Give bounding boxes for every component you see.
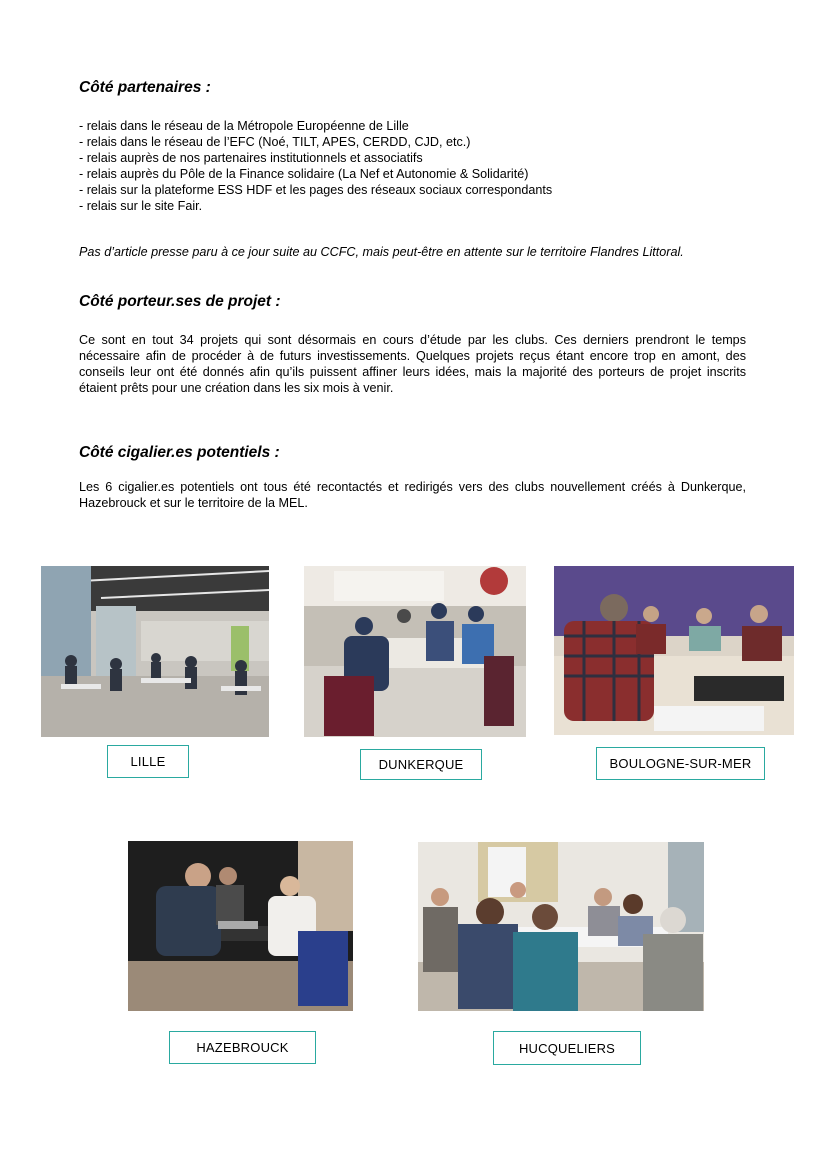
dunkerque-caption: DUNKERQUE (360, 749, 482, 780)
list-item: - relais dans le réseau de la Métropole Européenne de Lille (79, 119, 409, 133)
hazebrouck-caption: HAZEBROUCK (169, 1031, 316, 1064)
project-holders-heading: Côté porteur.ses de projet : (79, 293, 281, 310)
press-note: Pas d’article presse paru à ce jour suite au CCFC, mais peut-être en attente sur le territoire Flandres Littoral. (79, 245, 684, 259)
boulogne-caption: BOULOGNE-SUR-MER (596, 747, 765, 780)
project-holders-paragraph: Ce sont en tout 34 projets qui sont désormais en cours d’étude par les clubs. Ces derniers prendront le temps nécessaire afin de procéder à de futurs investissements. Quelques projets reçus étant encore trop en amont, des conseils leur ont été donnés afin qu’ils puissent affiner leurs idées, mais la majorité des porteurs de projet inscrits étaient prêts pour une création dans les six mois à venir. (79, 333, 746, 395)
list-item: - relais sur le site Fair. (79, 199, 203, 213)
cigaliers-heading: Côté cigalier.es potentiels : (79, 444, 280, 461)
boulogne-photo (554, 566, 794, 735)
partners-heading: Côté partenaires : (79, 79, 211, 96)
hucqueliers-photo (418, 842, 704, 1011)
list-item: - relais auprès de nos partenaires institutionnels et associatifs (79, 151, 423, 165)
list-item: - relais dans le réseau de l’EFC (Noé, TILT, APES, CERDD, CJD, etc.) (79, 135, 471, 149)
dunkerque-photo (304, 566, 526, 737)
lille-photo (41, 566, 269, 737)
partners-list (79, 118, 552, 214)
lille-caption: LILLE (107, 745, 189, 778)
list-item: - relais auprès du Pôle de la Finance solidaire (La Nef et Autonomie & Solidarité) (79, 167, 529, 181)
list-item: - relais sur la plateforme ESS HDF et les pages des réseaux sociaux correspondants (79, 183, 553, 197)
hucqueliers-caption: HUCQUELIERS (493, 1031, 641, 1065)
hazebrouck-photo (128, 841, 353, 1011)
cigaliers-paragraph: Les 6 cigalier.es potentiels ont tous été recontactés et redirigés vers des clubs nouvellement créés à Dunkerque, Hazebrouck et sur le territoire de la MEL. (79, 480, 746, 510)
